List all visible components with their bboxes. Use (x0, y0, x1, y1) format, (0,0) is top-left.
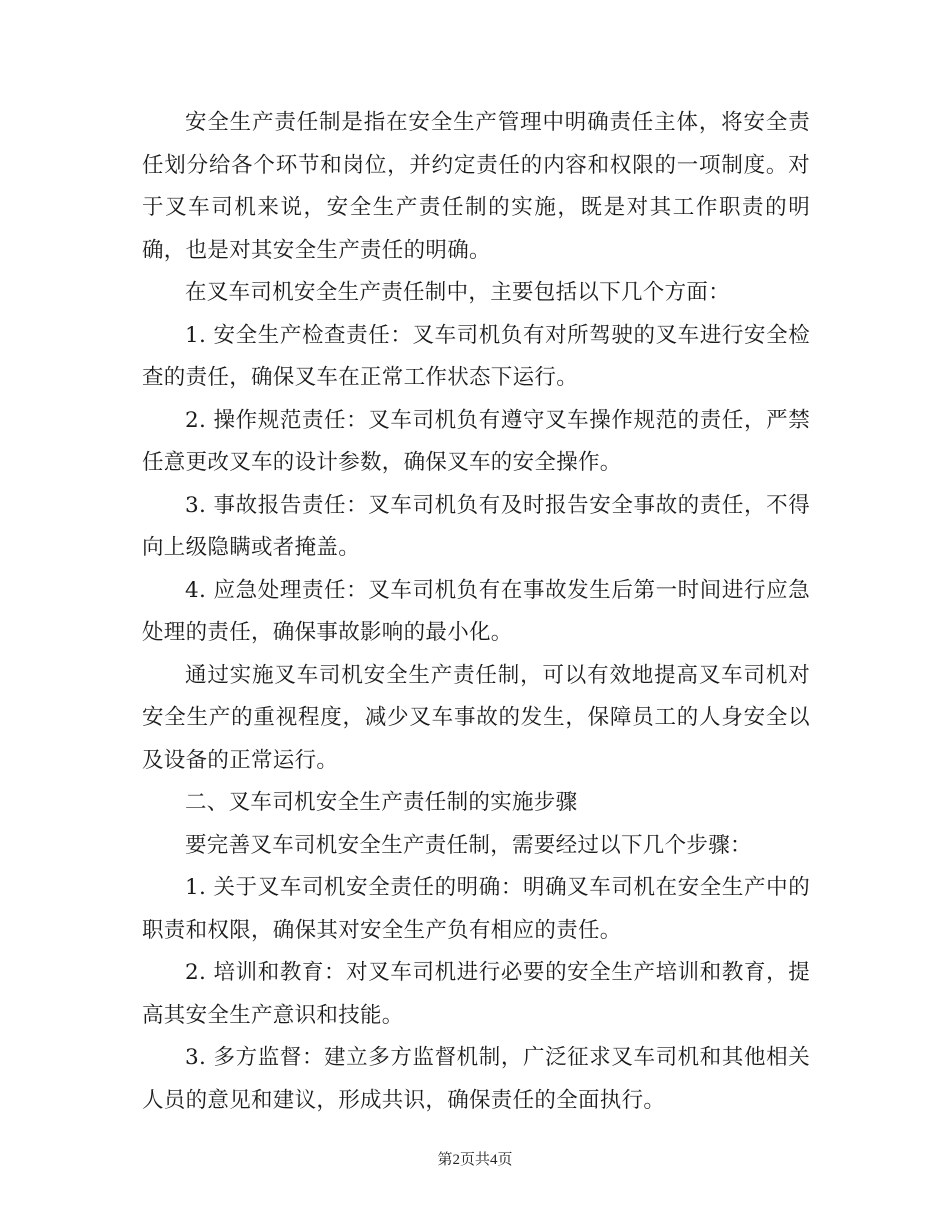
paragraph-item-operation: 2. 操作规范责任：叉车司机负有遵守叉车操作规范的责任，严禁任意更改叉车的设计参数，确保叉车的安全操作。 (142, 407, 810, 475)
document-body (142, 102, 810, 1122)
paragraph-steps-lead: 要完善叉车司机安全生产责任制，需要经过以下几个步骤： (185, 832, 752, 858)
paragraph-aspects-lead: 在叉车司机安全生产责任制中，主要包括以下几个方面： (185, 280, 731, 305)
paragraph-intro: 安全生产责任制是指在安全生产管理中明确责任主体，将安全责任划分给各个环节和岗位，并约定责任的内容和权限的一项制度。对于叉车司机来说，安全生产责任制的实施，既是对其工作职责的明确，也是对其安全生产责任的明确。 (142, 110, 810, 263)
paragraph-summary: 通过实施叉车司机安全生产责任制，可以有效地提高叉车司机对安全生产的重视程度，减少叉车事故的发生，保障员工的人身安全以及设备的正常运行。 (142, 662, 810, 773)
section-heading: 二、叉车司机安全生产责任制的实施步骤 (185, 790, 578, 815)
paragraph-step-training: 2. 培训和教育：对叉车司机进行必要的安全生产培训和教育，提高其安全生产意识和技能。 (142, 960, 810, 1028)
paragraph-item-emergency: 4. 应急处理责任：叉车司机负有在事故发生后第一时间进行应急处理的责任，确保事故影响的最小化。 (142, 577, 810, 645)
paragraph-step-clarify: 1. 关于叉车司机安全责任的明确：明确叉车司机在安全生产中的职责和权限，确保其对安全生产负有相应的责任。 (142, 875, 810, 943)
paragraph-step-supervision: 3. 多方监督：建立多方监督机制，广泛征求叉车司机和其他相关人员的意见和建议，形成共识，确保责任的全面执行。 (142, 1045, 810, 1113)
paragraph-item-reporting: 3. 事故报告责任：叉车司机负有及时报告安全事故的责任，不得向上级隐瞒或者掩盖。 (142, 492, 810, 560)
paragraph-item-inspection: 1. 安全生产检查责任：叉车司机负有对所驾驶的叉车进行安全检查的责任，确保叉车在正常工作状态下运行。 (142, 322, 810, 390)
page-number-footer: 第2页共4页 (437, 1152, 513, 1168)
